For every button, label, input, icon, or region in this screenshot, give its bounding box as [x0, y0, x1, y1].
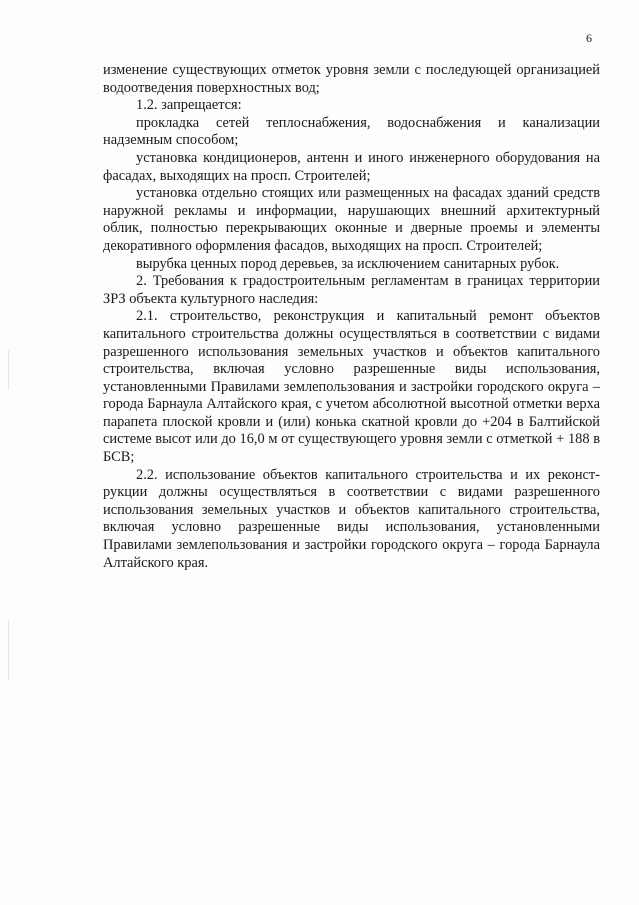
scan-artifact: [8, 350, 9, 390]
scan-artifact: [8, 620, 9, 680]
paragraph: изменение существующих отметок уровня земли с последующей организацией водоотведения поверхностных вод;: [103, 62, 600, 96]
paragraph: вырубка ценных пород деревьев, за исключением санитарных рубок.: [136, 255, 560, 272]
paragraph: 2. Требования к градостроительным регламентам в границах территории ЗРЗ объекта культурного наследия:: [103, 273, 600, 307]
paragraph: 2.1. строительство, реконструкция и капитальный ремонт объектов капитального строительства должны осуществляться в соответствии с видами разрешенного использования земельных участков и объектов капитального строительства, включая условно разрешенные виды использования, установленными Правилами землепользования и застройки городского округа – города Барнаула Алтайского края, с учетом абсолютной высотной отметки верха парапета плоской кровли и (или) конька скатной кровли до +204 в Балтийской системе высот или до 16,0 м от существующего уровня земли с отметкой + 188 в БСВ;: [103, 308, 600, 466]
paragraph: 2.2. использование объектов капитального строительства и их реконструкции должны осуществляться в соответствии с видами разрешенного использования земельных участков и объектов капитального строительства, включая условно разрешенные виды использования, установленными Правилами землепользования и застройки городского округа – города Барнаула Алтайского края.: [103, 466, 600, 571]
paragraph: прокладка сетей теплоснабжения, водоснабжения и канализации надземным способом;: [103, 114, 600, 149]
page-number: 6: [586, 31, 592, 45]
paragraph: 1.2. запрещается:: [136, 97, 242, 114]
paragraph: установка кондиционеров, антенн и иного инженерного оборудования на фасадах, выходящих на просп. Строителей;: [103, 149, 600, 184]
document-body: [103, 62, 600, 572]
paragraph: установка отдельно стоящих или размещенных на фасадах зданий средств наружной рекламы и информации, нарушающих внешний архитектурный облик, полностью перекрывающих оконные и дверные проемы и элементы декоративного оформления фасадов, выходящих на просп. Строителей;: [103, 185, 600, 254]
